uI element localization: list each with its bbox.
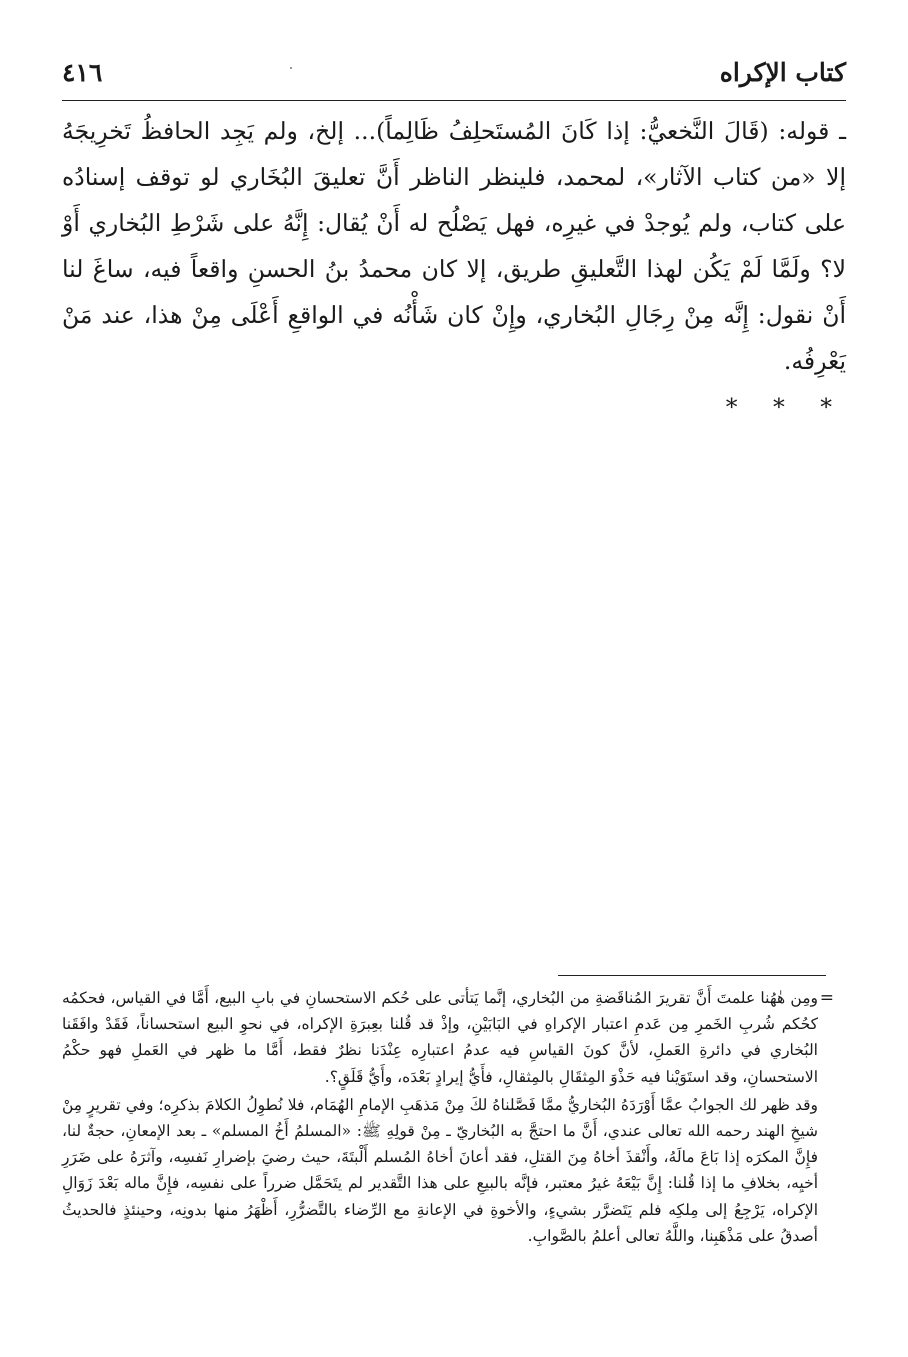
main-paragraph: ـ قوله: (قَالَ النَّخعيُّ: إذا كَانَ المُستَحلِفُ ظَالِماً)... إلخ، ولم يَجِد الحافظُ تَخرِيجَهُ إلا «من كتاب الآثار»، لمحمد، فلينظر الناظر أَنَّ تعليقَ البُخَاري لو توقف إسنادُه على كتاب، ولم يُوجدْ في غيرِه، فهل يَصْلُح له أَنْ يُقال: إِنَّهُ على شَرْطِ البُخاري أَوْ لا؟ ولَمَّا لَمْ يَكُن لهذا التَّعليقِ طريق، إلا كان محمدُ بنُ الحسنِ واقعاً فيه، ساغَ لنا أَنْ نقول: إِنَّه مِنْ رِجَالِ البُخاري، وإِنْ كان شَأْنُه في الواقعِ أَعْلَى مِنْ هذا، عند مَنْ يَعْرِفُه.	[62, 117, 846, 375]
chapter-title: كتاب الإكراه	[719, 58, 846, 87]
footnotes	[62, 985, 818, 1249]
page-number: ٤١٦	[62, 58, 103, 87]
footnote-divider	[558, 975, 826, 976]
footnote-paragraph-2: وقد ظهر لك الجوابُ عمَّا أَوْرَدَهُ البُخاريُّ ممَّا فَصَّلناهُ لكَ مِنْ مَذهَبِ الإمامِ الهُمَام، فلا نُطوِلُ الكلامَ بذكرِه؛ وفي تقريرٍ مِنْ شيخِ الهند رحمه الله تعالى عندي، أَنَّ ما احتجَّ به البُخاريّ ـ مِنْ قولِهِ ﷺ: «المسلمُ أَخُ المسلم» ـ بعد الإمعانِ، حجةٌ لنا، فإِنَّ المكرَه إذا بَاعَ مالَهُ، وأَنْقذَ أخاهُ مِنَ القتلِ، فقد أعانَ أخاهُ المُسلم أَلْبتَةَ، حيث رضيَ بإضرارِ نَفسِه، وآثرَهُ على ضَرَرِ أخيِه، بخلافِ ما إذا قُلنا: إِنَّ بَيْعَهُ غيرُ معتبر، فإنَّه بالبيعِ على هذا التَّقدير لم يتَحَمَّل ضرراً على نفسِه، فإِنَّ ماله بَعْدَ زَوَالِ الإكراه، يَرْجِعُ إلى مِلكِه فلم يَتَضرَّر بشيءٍ، والأخوةِ في الإعانةِ مع الرِّضاء بالتَّضرُّرِ، أَظْهَرُ منها بدونِه، وحينئذٍ فالحديثُ أصدقُ على مَذْهَبِنا، واللَّهُ تعالى أعلمُ بالصَّوابِ.	[62, 1095, 818, 1245]
main-text	[62, 108, 846, 430]
section-separator: * * *	[725, 393, 846, 421]
running-header	[62, 54, 846, 101]
footnote-continuation-mark: =	[819, 988, 834, 1008]
footnote-paragraph-1: ومِن هٰهُنا علمتَ أَنَّ تقريرَ المُناقَضةِ من البُخاري، إنَّما يَتأتى على حُكم الاستحسانِ في بابِ البيع، أَمَّا في القياس، فحكمُه كحُكم شُربِ الخَمرِ مِن عَدمِ اعتبار الإكراهِ في البَابَيْنِ، وإذْ قد قُلنا بعِبرَةِ الإكراه، في نحوِ البيع استحساناً، فَقَدْ وافَقَنا البُخاري في دائرةِ العَملِ، لأنَّ كونَ القياسِ فيه عدمُ اعتبارِه عِنْدَنا نظرٌ فقط، أَمَّا ما ظهر في العَملِ فهو حكْمُ الاستحسانِ، وقد استَوَيْنا فيه حَذْوَ المِثقَالِ بالمِثقالِ، فأَيُّ إيرادٍ بَعْدَه، وأَيُّ قَلَقٍ؟.	[62, 989, 818, 1086]
